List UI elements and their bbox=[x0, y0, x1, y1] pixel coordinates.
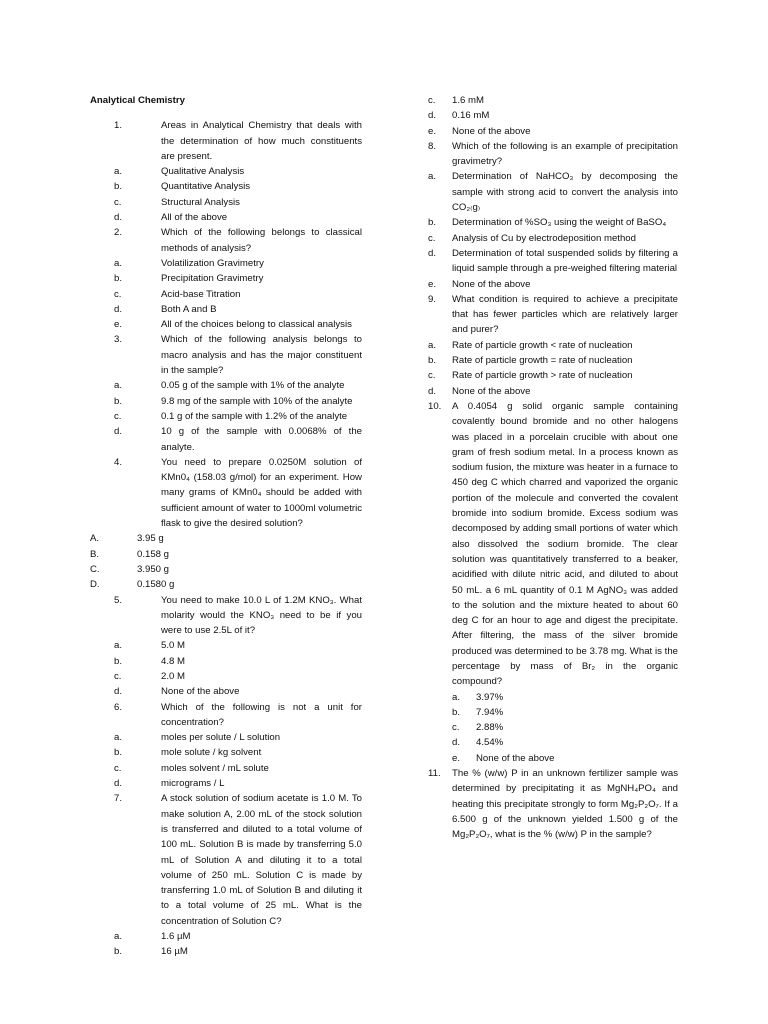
option-text: Both A and B bbox=[161, 303, 217, 315]
option-letter: b. bbox=[114, 181, 123, 193]
left-items bbox=[90, 118, 362, 959]
question-text: Areas in Analytical Chemistry that deals with the determination of how much constituents are present. bbox=[161, 120, 362, 162]
question-text: You need to prepare 0.0250M solution of KMn0₄ (158.03 g/mol) for an experiment. How many grams of KMn0₄ should be added with sufficient amount of water to 1000ml volumetric flask to give the desired solution? bbox=[161, 456, 362, 530]
option-text: moles solvent / mL solute bbox=[161, 762, 269, 774]
option-text: 10 g of the sample with 0.0068% of the analyte. bbox=[161, 426, 362, 453]
question-number: 2. bbox=[114, 227, 123, 239]
question-item bbox=[428, 139, 678, 170]
option-letter: b. bbox=[452, 706, 461, 718]
answer-option bbox=[90, 195, 362, 210]
answer-option bbox=[90, 577, 362, 592]
option-letter: d. bbox=[114, 426, 123, 438]
answer-option bbox=[90, 776, 362, 791]
option-text: 1.6 mM bbox=[452, 95, 484, 106]
option-letter: b. bbox=[114, 273, 123, 285]
option-letter: d. bbox=[452, 737, 461, 749]
option-text: Rate of particle growth > rate of nucleation bbox=[452, 370, 633, 382]
answer-option bbox=[90, 669, 362, 684]
option-text: 3.95 g bbox=[137, 533, 164, 545]
answer-option bbox=[90, 256, 362, 271]
answer-option bbox=[428, 108, 678, 123]
question-text: Which of the following analysis belongs to macro analysis and has the major constituent in the sample? bbox=[161, 334, 362, 377]
option-letter: b. bbox=[114, 747, 123, 759]
question-number: 11. bbox=[428, 768, 441, 780]
answer-option bbox=[90, 745, 362, 760]
answer-option bbox=[428, 735, 678, 750]
option-letter: a. bbox=[114, 166, 123, 178]
option-letter: b. bbox=[428, 217, 437, 229]
answer-option bbox=[90, 929, 362, 944]
option-text: None of the above bbox=[452, 125, 531, 137]
option-text: 0.1580 g bbox=[137, 579, 175, 591]
option-letter: A. bbox=[90, 533, 100, 545]
answer-option bbox=[90, 394, 362, 409]
question-number: 5. bbox=[114, 594, 123, 606]
option-text: micrograms / L bbox=[161, 778, 225, 790]
option-letter: B. bbox=[90, 548, 100, 560]
answer-option bbox=[90, 684, 362, 699]
option-text: mole solute / kg solvent bbox=[161, 747, 262, 759]
answer-option bbox=[90, 531, 362, 546]
answer-option bbox=[428, 368, 678, 383]
option-letter: a. bbox=[452, 691, 461, 703]
option-text: 0.1 g of the sample with 1.2% of the analyte bbox=[161, 410, 348, 422]
answer-option bbox=[428, 124, 678, 139]
question-number: 10. bbox=[428, 400, 442, 412]
answer-option bbox=[90, 302, 362, 317]
option-letter: d. bbox=[428, 385, 437, 397]
answer-option bbox=[90, 944, 362, 959]
option-text: Quantitative Analysis bbox=[161, 181, 251, 193]
option-letter: e. bbox=[452, 752, 461, 764]
option-letter: e. bbox=[428, 125, 437, 137]
question-text: A 0.4054 g solid organic sample containing covalently bound bromide and no other halogens was placed in a porcelain crucible with about one gram of fresh sodium metal. In a process known as sodium fusion, the mixture was heater in a furnace to 450 deg C which charred and vaporized the organic portion of the molecule and converted the covalent bromide into sodium bromide. Excess sodium was decomposed by adding small portions of water which also dissolved the sodium bromide. The clear solution was quantitatively transferred to a beaker, acidified with dilute nitric acid, and diluted to about 50 mL. a 6 mL quantity of 0.1 M AgNO₃ was added to the solution and the mixture heated to about 60 deg C for an hour to age and digest the precipitate. After filtering, the mass of the silver bromide produced was determined to be 3.78 mg. What is the percentage by mass of Br₂ in the organic compound? bbox=[452, 400, 678, 688]
option-letter: C. bbox=[90, 563, 100, 575]
question-text: The % (w/w) P in an unknown fertilizer sample was determined by precipitating it as MgNH₄PO₄ and heating this precipitate strongly to form Mg₂P₂O₇. If a 6.500 g of the unknown yielded 1.500 g of the Mg₂P₂O₇, what is the % (w/w) P in the sample? bbox=[452, 768, 678, 841]
option-text: 0.05 g of the sample with 1% of the analyte bbox=[161, 380, 345, 392]
option-letter: a. bbox=[114, 732, 123, 744]
question-number: 7. bbox=[114, 793, 123, 805]
option-letter: a. bbox=[428, 339, 437, 351]
option-text: 0.158 g bbox=[137, 548, 170, 560]
option-text: None of the above bbox=[452, 385, 531, 397]
option-letter: d. bbox=[428, 110, 437, 122]
option-text: Precipitation Gravimetry bbox=[161, 273, 264, 285]
answer-option bbox=[428, 231, 678, 246]
answer-option bbox=[428, 690, 678, 705]
answer-option bbox=[90, 654, 362, 669]
option-text: Rate of particle growth < rate of nucleation bbox=[452, 339, 633, 351]
answer-option bbox=[90, 424, 362, 455]
option-letter: b. bbox=[114, 655, 123, 667]
answer-option bbox=[428, 353, 678, 368]
answer-option bbox=[90, 638, 362, 653]
option-text: 4.54% bbox=[476, 737, 504, 749]
option-text: All of the choices belong to classical analysis bbox=[161, 319, 352, 331]
answer-option bbox=[90, 271, 362, 286]
answer-option bbox=[428, 705, 678, 720]
answer-option bbox=[90, 317, 362, 332]
question-number: 1. bbox=[114, 120, 123, 132]
question-item bbox=[90, 791, 362, 929]
answer-option bbox=[90, 164, 362, 179]
question-item bbox=[428, 399, 678, 690]
option-text: Structural Analysis bbox=[161, 196, 240, 208]
option-letter: d. bbox=[114, 686, 123, 698]
option-text: moles per solute / L solution bbox=[161, 732, 281, 744]
option-letter: b. bbox=[114, 946, 123, 958]
answer-option bbox=[428, 215, 678, 230]
option-letter: c. bbox=[428, 370, 436, 382]
question-text: A stock solution of sodium acetate is 1.0 M. To make solution A, 2.00 mL of the stock solution is transferred and diluted to a total volume of 100 mL. Solution B is made by transferring 5.0 mL of Solution A and diluting it to a total volume of 250 mL. Solution C is made by transferring 1.0 mL of Solution B and diluting it to a total volume of 25 mL. What is the concentration of Solution C? bbox=[161, 793, 362, 927]
answer-option bbox=[90, 547, 362, 562]
option-text: 1.6 µM bbox=[161, 931, 191, 943]
question-number: 8. bbox=[428, 140, 437, 152]
question-item bbox=[90, 593, 362, 639]
option-text: 5.0 M bbox=[161, 640, 185, 652]
option-text: Determination of total suspended solids by filtering a liquid sample through a pre-weighed filtering material bbox=[452, 247, 678, 275]
option-letter: b. bbox=[428, 355, 437, 367]
option-letter: a. bbox=[114, 380, 123, 392]
question-item bbox=[90, 225, 362, 256]
option-letter: d. bbox=[114, 212, 123, 224]
option-text: All of the above bbox=[161, 212, 228, 224]
option-text: Determination of %SO₃ using the weight of BaSO₄ bbox=[452, 217, 667, 229]
option-letter: D. bbox=[90, 579, 100, 591]
option-letter: c. bbox=[428, 232, 436, 244]
question-text: Which of the following belongs to classical methods of analysis? bbox=[161, 227, 362, 254]
question-item bbox=[90, 118, 362, 164]
option-letter: e. bbox=[114, 319, 123, 331]
question-number: 3. bbox=[114, 334, 123, 346]
option-letter: c. bbox=[428, 95, 436, 106]
question-number: 9. bbox=[428, 293, 437, 305]
answer-option bbox=[90, 409, 362, 424]
option-letter: c. bbox=[452, 722, 460, 734]
question-text: Which of the following is an example of precipitation gravimetry? bbox=[452, 140, 678, 168]
option-text: None of the above bbox=[476, 752, 555, 764]
question-number: 6. bbox=[114, 701, 123, 713]
option-letter: c. bbox=[114, 410, 122, 422]
option-letter: a. bbox=[428, 171, 437, 183]
option-letter: d. bbox=[114, 303, 123, 315]
answer-option bbox=[428, 720, 678, 735]
option-letter: c. bbox=[114, 196, 122, 208]
answer-option bbox=[90, 179, 362, 194]
option-text: 4.8 M bbox=[161, 655, 185, 667]
answer-option bbox=[428, 169, 678, 215]
option-text: Rate of particle growth = rate of nucleation bbox=[452, 355, 633, 367]
question-item bbox=[90, 700, 362, 731]
left-column bbox=[90, 93, 362, 960]
option-letter: e. bbox=[428, 278, 437, 290]
option-text: 16 µM bbox=[161, 946, 188, 958]
option-letter: c. bbox=[114, 762, 122, 774]
answer-option bbox=[428, 277, 678, 292]
answer-option bbox=[90, 210, 362, 225]
answer-option bbox=[90, 730, 362, 745]
answer-option bbox=[90, 761, 362, 776]
option-text: 2.0 M bbox=[161, 670, 185, 682]
option-text: 2.88% bbox=[476, 722, 504, 734]
option-text: 7.94% bbox=[476, 706, 504, 718]
document-title: Analytical Chemistry bbox=[90, 95, 185, 106]
answer-option bbox=[428, 246, 678, 277]
answer-option bbox=[90, 378, 362, 393]
option-text: None of the above bbox=[161, 686, 240, 698]
option-letter: d. bbox=[428, 247, 437, 259]
option-text: 3.97% bbox=[476, 691, 504, 703]
option-letter: b. bbox=[114, 395, 123, 407]
question-item bbox=[90, 455, 362, 531]
option-letter: c. bbox=[114, 288, 122, 300]
option-text: None of the above bbox=[452, 278, 531, 290]
answer-option bbox=[428, 338, 678, 353]
option-text: Determination of NaHCO₃ by decomposing the sample with strong acid to convert the analysis into CO₂₍g₎ bbox=[452, 171, 678, 214]
option-letter: a. bbox=[114, 931, 123, 943]
option-text: 9.8 mg of the sample with 10% of the analyte bbox=[161, 395, 353, 407]
option-text: Volatilization Gravimetry bbox=[161, 257, 264, 269]
question-text: Which of the following is not a unit for concentration? bbox=[161, 701, 362, 728]
option-text: Acid-base Titration bbox=[161, 288, 241, 300]
answer-option bbox=[428, 93, 678, 108]
question-item bbox=[428, 766, 678, 842]
option-text: Analysis of Cu by electrodeposition method bbox=[452, 232, 636, 244]
option-text: Qualitative Analysis bbox=[161, 166, 245, 178]
answer-option bbox=[90, 287, 362, 302]
option-text: 3.950 g bbox=[137, 563, 170, 575]
option-letter: a. bbox=[114, 640, 123, 652]
question-number: 4. bbox=[114, 456, 123, 468]
answer-option bbox=[428, 384, 678, 399]
question-text: You need to make 10.0 L of 1.2M KNO₃. What molarity would the KNO₃ need to be if you were to use 2.5L of it? bbox=[161, 594, 362, 637]
question-text: What condition is required to achieve a precipitate that has fewer particles which are relatively larger and purer? bbox=[452, 293, 678, 336]
question-item bbox=[90, 332, 362, 378]
right-items bbox=[428, 93, 678, 843]
right-column bbox=[428, 93, 678, 843]
answer-option bbox=[428, 751, 678, 766]
question-item bbox=[428, 292, 678, 338]
option-letter: c. bbox=[114, 670, 122, 682]
option-letter: d. bbox=[114, 778, 123, 790]
option-letter: a. bbox=[114, 257, 123, 269]
answer-option bbox=[90, 562, 362, 577]
option-text: 0.16 mM bbox=[452, 110, 490, 122]
